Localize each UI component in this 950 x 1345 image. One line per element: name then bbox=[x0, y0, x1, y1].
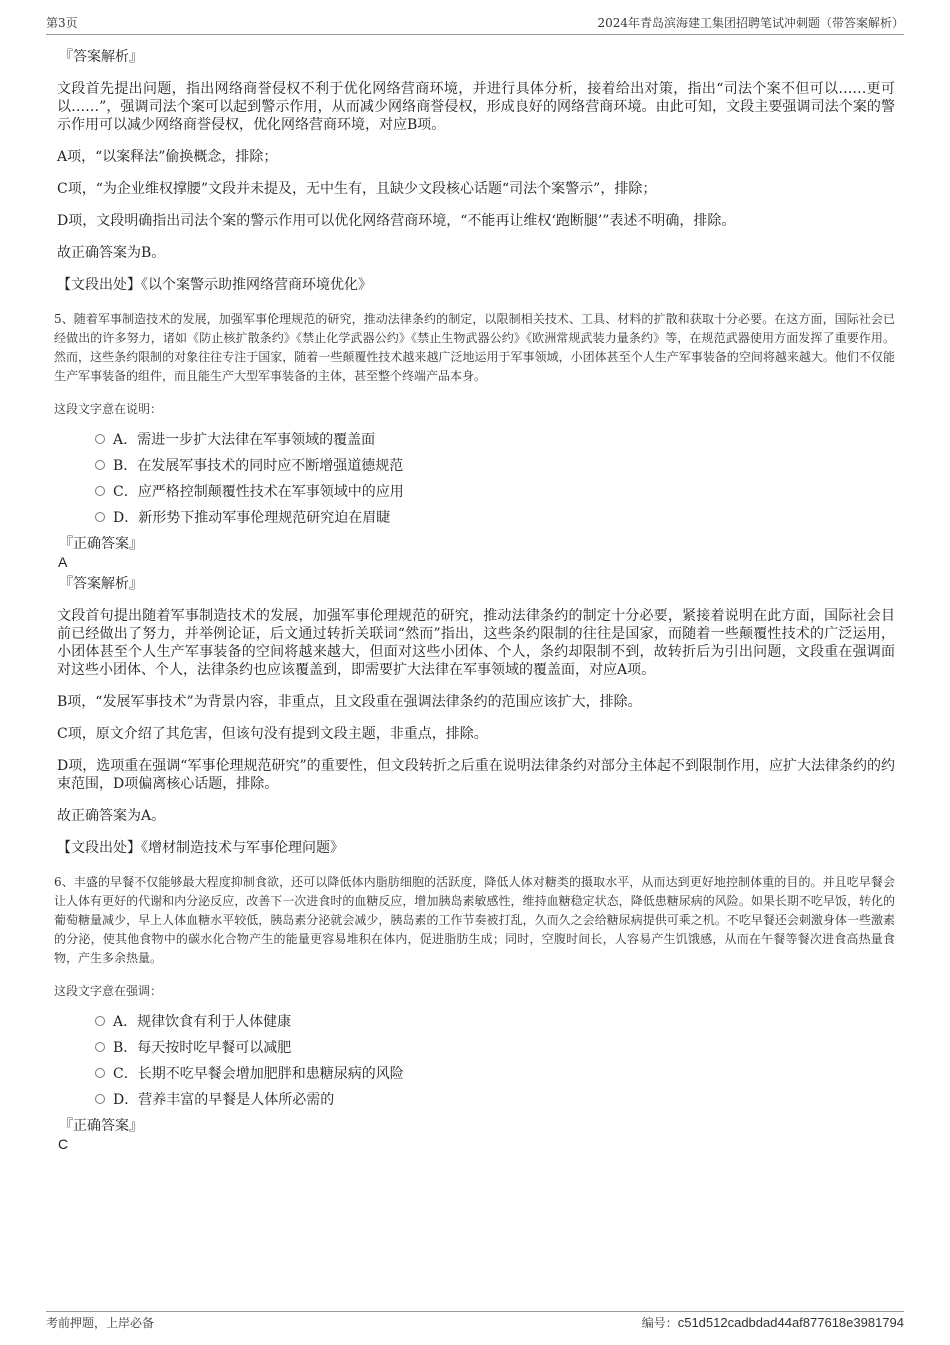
header-divider bbox=[46, 34, 904, 35]
q5-analysis-option-d: D项，选项重在强调“军事伦理规范研究”的重要性，但文段转折之后重在说明法律条约对部分主体起不到限制作用，应扩大法律条约的约束范围，D项偏离核心话题，排除。 bbox=[57, 758, 895, 792]
source-label: 【文段出处】 bbox=[57, 840, 141, 856]
radio-icon[interactable] bbox=[95, 460, 105, 470]
option-text: 规律饮食有利于人体健康 bbox=[137, 1014, 292, 1030]
option-letter: D． bbox=[113, 1092, 139, 1108]
radio-icon[interactable] bbox=[95, 486, 105, 496]
q5-stem: 5、随着军事制造技术的发展，加强军事伦理规范的研究，推动法律条约的制定，以限制相关技术、工具、材料的扩散和获取十分必要。在这方面，国际社会已经做出的许多努力，诸如《防止核扩散条约》《禁止化学武器公约》《禁止生物武器公约》《欧洲常规武装力量条约》等，在规范武器使用方面发挥了重要作用。然而，这些条约限制的对象往往专注于国家，随着一些颠覆性技术越来越广泛地运用于军事领域，小团体甚至个人生产军事装备的空间将越来越大。他们不仅能生产军事装备的组件，而且能生产大型军事装备的主体，甚至整个终端产品本身。 bbox=[54, 312, 895, 383]
option-letter: B． bbox=[113, 1040, 138, 1056]
q4-analysis-option-a: A项，“以案释法”偷换概念，排除； bbox=[57, 149, 278, 165]
option-letter: D． bbox=[113, 510, 139, 526]
q5-options bbox=[57, 427, 895, 531]
footer-divider bbox=[46, 1311, 904, 1312]
option-letter: B． bbox=[113, 458, 138, 474]
q5-analysis-label: 『答案解析』 bbox=[59, 576, 143, 592]
q5-analysis-paragraph: 文段首句提出随着军事制造技术的发展，加强军事伦理规范的研究，推动法律条约的制定十分必要，紧接着说明在此方面，国际社会目前已经做出了努力，并举例论证，后文通过转折关联词“然而”指出，这些条约限制的往往是国家，而随着一些颠覆性技术的广泛运用，小团体甚至个人生产军事装备的空间将越来越大，但面对这些小团体、个人，条约却限制不到，故转折后为引出问题，文段重在强调面对这些小团体、个人，法律条约也应该覆盖到，即需要扩大法律在军事领域的覆盖面，对应A项。 bbox=[57, 608, 895, 678]
q4-conclusion: 故正确答案为B。 bbox=[57, 245, 166, 261]
q5-conclusion: 故正确答案为A。 bbox=[57, 808, 166, 824]
option-text: 需进一步扩大法律在军事领域的覆盖面 bbox=[137, 432, 376, 448]
q5-correct-label: 『正确答案』 bbox=[59, 536, 143, 552]
radio-icon[interactable] bbox=[95, 1016, 105, 1026]
option-text: 在发展军事技术的同时应不断增强道德规范 bbox=[137, 458, 404, 474]
option-letter: C． bbox=[113, 484, 138, 500]
code-value: c51d512cadbdad44af877618e3981794 bbox=[677, 1315, 904, 1330]
option-text: 新形势下推动军事伦理规范研究迫在眉睫 bbox=[138, 510, 391, 526]
page-header bbox=[46, 14, 904, 34]
page-content bbox=[54, 44, 895, 1153]
q4-analysis-label: 『答案解析』 bbox=[59, 49, 143, 65]
q5-option-c[interactable] bbox=[95, 479, 895, 505]
document-title: 2024年青岛滨海建工集团招聘笔试冲刺题（带答案解析） bbox=[597, 16, 904, 30]
q5-option-b[interactable] bbox=[95, 453, 895, 479]
q5-option-d[interactable] bbox=[95, 505, 895, 531]
document-code bbox=[642, 1314, 904, 1331]
q6-correct-label: 『正确答案』 bbox=[59, 1118, 143, 1134]
q6-option-a[interactable] bbox=[95, 1009, 895, 1035]
option-letter: C． bbox=[113, 1066, 138, 1082]
radio-icon[interactable] bbox=[95, 1094, 105, 1104]
source-title: 《增材制造技术与军事伦理问题》 bbox=[141, 840, 344, 856]
radio-icon[interactable] bbox=[95, 1068, 105, 1078]
q4-analysis-option-c: C项，“为企业维权撑腰”文段并未提及，无中生有，且缺少文段核心话题“司法个案警示”，排除； bbox=[57, 181, 657, 197]
option-text: 应严格控制颠覆性技术在军事领域中的应用 bbox=[137, 484, 404, 500]
footer-slogan: 考前押题，上岸必备 bbox=[46, 1316, 155, 1330]
radio-icon[interactable] bbox=[95, 1042, 105, 1052]
q5-prompt: 这段文字意在说明： bbox=[54, 402, 163, 416]
page-number: 第3页 bbox=[46, 16, 78, 30]
q4-analysis-paragraph: 文段首先提出问题，指出网络商誉侵权不利于优化网络营商环境，并进行具体分析，接着给出对策，指出“司法个案不但可以……更可以……”，强调司法个案可以起到警示作用，从而减少网络商誉侵权，形成良好的网络营商环境。由此可知，文段主要强调司法个案的警示作用可以减少网络商誉侵权，优化网络营商环境，对应B项。 bbox=[57, 81, 895, 133]
q6-option-c[interactable] bbox=[95, 1061, 895, 1087]
option-text: 每天按时吃早餐可以减肥 bbox=[137, 1040, 292, 1056]
option-text: 营养丰富的早餐是人体所必需的 bbox=[138, 1092, 335, 1108]
source-title: 《以个案警示助推网络营商环境优化》 bbox=[141, 277, 372, 293]
q6-option-d[interactable] bbox=[95, 1087, 895, 1113]
q5-analysis-option-b: B项，“发展军事技术”为背景内容，非重点，且文段重在强调法律条约的范围应该扩大，排除。 bbox=[57, 694, 642, 710]
q6-options bbox=[57, 1009, 895, 1113]
q6-correct-answer: C bbox=[58, 1136, 69, 1152]
option-text: 长期不吃早餐会增加肥胖和患糖尿病的风险 bbox=[137, 1066, 404, 1082]
option-letter: A． bbox=[113, 432, 138, 448]
q5-analysis-option-c: C项，原文介绍了其危害，但该句没有提到文段主题，非重点，排除。 bbox=[57, 726, 488, 742]
q5-source bbox=[57, 839, 895, 857]
source-label: 【文段出处】 bbox=[57, 277, 141, 293]
q6-option-b[interactable] bbox=[95, 1035, 895, 1061]
q5-option-a[interactable] bbox=[95, 427, 895, 453]
q6-prompt: 这段文字意在强调： bbox=[54, 984, 163, 998]
code-label: 编号： bbox=[641, 1316, 678, 1330]
radio-icon[interactable] bbox=[95, 512, 105, 522]
q4-analysis-option-d: D项，文段明确指出司法个案的警示作用可以优化网络营商环境，“不能再让维权‘跑断腿’”表述不明确，排除。 bbox=[57, 213, 736, 229]
radio-icon[interactable] bbox=[95, 434, 105, 444]
q4-source bbox=[57, 276, 895, 294]
option-letter: A． bbox=[113, 1014, 138, 1030]
q5-correct-answer: A bbox=[58, 554, 68, 570]
q6-stem: 6、丰盛的早餐不仅能够最大程度抑制食欲，还可以降低体内脂肪细胞的活跃度，降低人体对糖类的摄取水平，从而达到更好地控制体重的目的。并且吃早餐会让人体有更好的代谢和内分泌反应，改善下一次进食时的血糖反应，增加胰岛素敏感性，维持血糖稳定状态，降低患糖尿病的风险。如果长期不吃早饭，转化的葡萄糖量减少，早上人体血糖水平较低，胰岛素分泌就会减少，胰岛素的工作节奏被打乱，久而久之会给糖尿病提供可乘之机。不吃早餐还会刺激身体一些激素的分泌，使其他食物中的碳水化合物产生的能量更容易堆积在体内，促进脂肪生成；同时，空腹时间长，人容易产生饥饿感，从而在午餐等餐次进食高热量食物，产生多余热量。 bbox=[54, 875, 895, 965]
